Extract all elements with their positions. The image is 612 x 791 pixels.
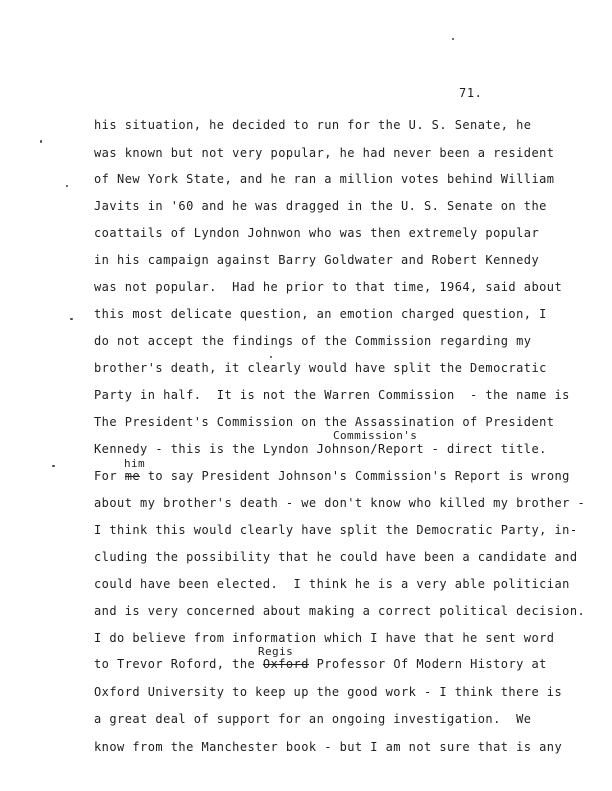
text-segment: For <box>94 469 125 483</box>
text-line: could have been elected. I think he is a very able politician <box>94 577 570 591</box>
text-line: I do believe from information which I have that he sent word <box>94 631 555 645</box>
text-line: about my brother's death - we don't know who killed my brother - <box>94 496 586 510</box>
text-line: cluding the possibility that he could have been a candidate and <box>94 550 578 564</box>
text-line: The President's Commission on the Assassination of President <box>94 415 555 429</box>
text-line: I think this would clearly have split the Democratic Party, in- <box>94 523 578 537</box>
interlinear-insertion-him: him <box>124 457 146 470</box>
text-line: Party in half. It is not the Warren Commission - the name is <box>94 388 570 402</box>
text-line: brother's death, it clearly would have split the Democratic <box>94 361 547 375</box>
text-line: was known but not very popular, he had never been a resident <box>94 146 555 160</box>
text-line-with-strikeout <box>94 657 547 671</box>
text-segment: to Trevor Roford, the <box>94 657 263 671</box>
text-line: of New York State, and he ran a million votes behind William <box>94 172 555 186</box>
interlinear-insertion-regis: Regis <box>258 645 294 658</box>
text-line: his situation, he decided to run for the U. S. Senate, he <box>94 118 532 132</box>
page-number: 71. <box>459 86 483 100</box>
text-line-with-strikeout <box>94 469 570 483</box>
text-line: in his campaign against Barry Goldwater and Robert Kennedy <box>94 253 540 267</box>
text-segment: to say President Johnson's Commission's Report is wrong <box>140 469 570 483</box>
text-line: Javits in '60 and he was dragged in the U. S. Senate on the <box>94 199 547 213</box>
text-line: and is very concerned about making a correct political decision. <box>94 604 586 618</box>
struck-word: me <box>124 469 141 483</box>
text-line: this most delicate question, an emotion charged question, I <box>94 307 547 321</box>
text-segment: Professor Of Modern History at <box>308 657 547 671</box>
text-line: coattails of Lyndon Johnwon who was then extremely popular <box>94 226 540 240</box>
text-line: Kennedy - this is the Lyndon Johnson/Report - direct title. <box>94 442 547 456</box>
struck-word: Oxford <box>262 657 309 671</box>
text-line: know from the Manchester book - but I am not sure that is any <box>94 740 563 754</box>
text-line: do not accept the findings of the Commission regarding my <box>94 334 532 348</box>
interlinear-insertion-commissions: Commission's <box>333 429 418 442</box>
text-line: Oxford University to keep up the good work - I think there is <box>94 685 563 699</box>
text-line: was not popular. Had he prior to that time, 1964, said about <box>94 280 563 294</box>
text-line: a great deal of support for an ongoing investigation. We <box>94 712 532 726</box>
